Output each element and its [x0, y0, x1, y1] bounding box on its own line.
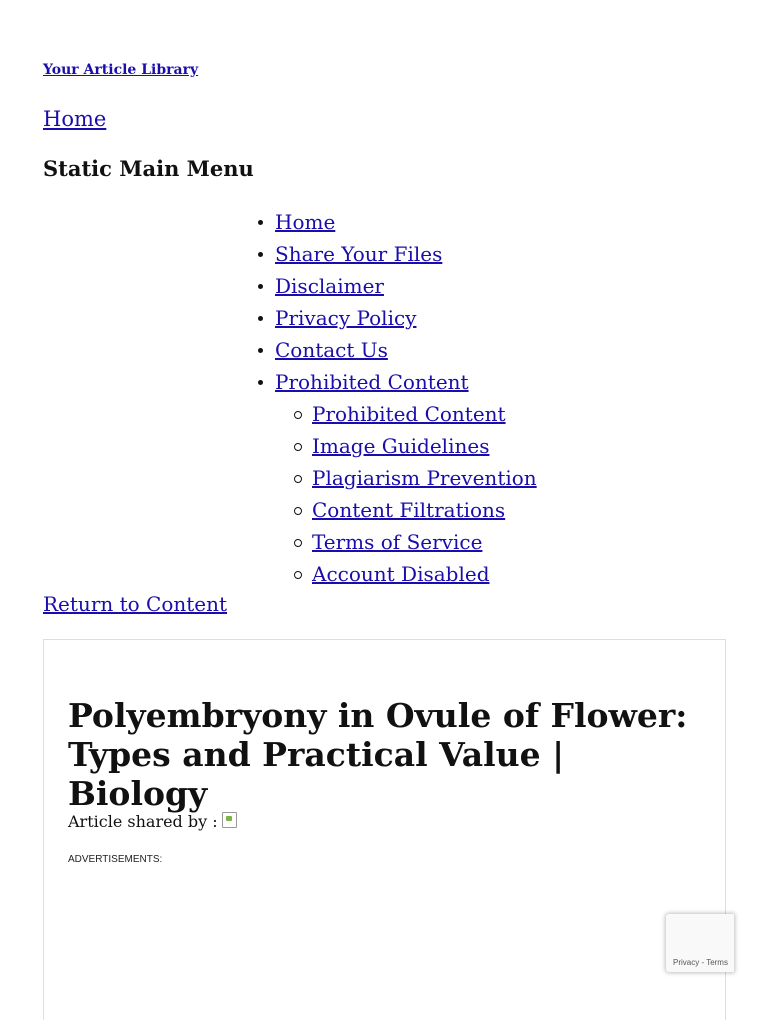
- advertisements-label: ADVERTISEMENTS:: [68, 854, 163, 865]
- submenu-item-prohibited-content: [275, 398, 537, 430]
- broken-image-icon: [222, 812, 237, 828]
- article-shared-by: [68, 812, 237, 831]
- submenu-item-plagiarism-prevention: [275, 462, 537, 494]
- menu-item-privacy-policy: [275, 302, 537, 334]
- menu-link-share-your-files[interactable]: Share Your Files: [275, 242, 443, 266]
- menu-item-prohibited-content: [275, 366, 537, 398]
- submenu-item-image-guidelines: [275, 430, 537, 462]
- article-card: [43, 639, 726, 1020]
- static-main-menu: [275, 206, 537, 590]
- submenu-link-account-disabled[interactable]: Account Disabled: [312, 562, 490, 586]
- submenu-link-plagiarism-prevention[interactable]: Plagiarism Prevention: [312, 466, 537, 490]
- menu-item-disclaimer: [275, 270, 537, 302]
- menu-link-disclaimer[interactable]: Disclaimer: [275, 274, 384, 298]
- recaptcha-badge[interactable]: [666, 914, 734, 972]
- submenu-item-terms-of-service: [275, 526, 537, 558]
- submenu-link-prohibited-content[interactable]: Prohibited Content: [312, 402, 506, 426]
- submenu-item-account-disabled: [275, 558, 537, 590]
- menu-item-home: [275, 206, 537, 238]
- shared-by-label: Article shared by :: [68, 812, 218, 831]
- home-link[interactable]: Home: [43, 107, 107, 131]
- submenu-link-image-guidelines[interactable]: Image Guidelines: [312, 434, 490, 458]
- menu-heading: Static Main Menu: [43, 156, 254, 181]
- menu-item-contact-us: [275, 334, 537, 366]
- menu-link-privacy-policy[interactable]: Privacy Policy: [275, 306, 417, 330]
- site-title-link[interactable]: Your Article Library: [43, 62, 199, 78]
- return-to-content-link[interactable]: Return to Content: [43, 592, 228, 616]
- menu-link-prohibited-content[interactable]: Prohibited Content: [275, 370, 469, 394]
- submenu-link-terms-of-service[interactable]: Terms of Service: [312, 530, 483, 554]
- submenu-link-content-filtrations[interactable]: Content Filtrations: [312, 498, 506, 522]
- article-title: Polyembryony in Ovule of Flower: Types and Practical Value | Biology: [68, 696, 688, 813]
- menu-link-home[interactable]: Home: [275, 210, 336, 234]
- recaptcha-privacy-terms[interactable]: Privacy - Terms: [673, 958, 728, 967]
- menu-link-contact-us[interactable]: Contact Us: [275, 338, 388, 362]
- submenu-item-content-filtrations: [275, 494, 537, 526]
- menu-item-share-your-files: [275, 238, 537, 270]
